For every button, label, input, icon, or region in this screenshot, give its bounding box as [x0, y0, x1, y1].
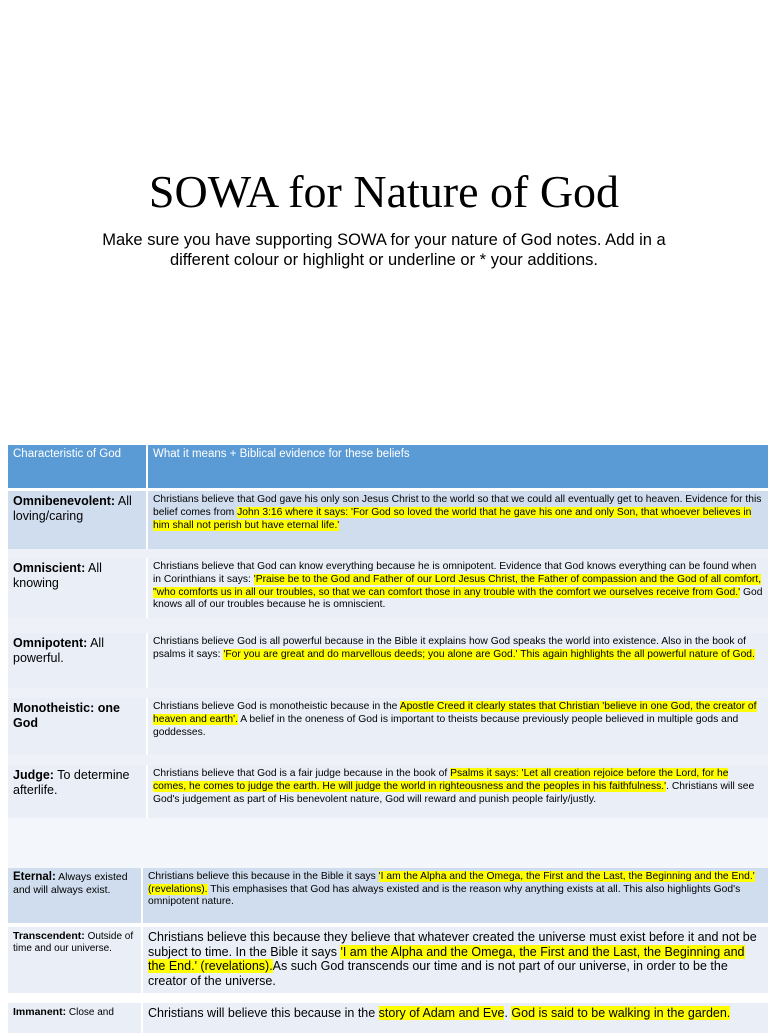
- table-header-row: [8, 445, 768, 491]
- evidence-cell: [146, 491, 768, 549]
- row-spacer: [8, 755, 768, 765]
- term-label: Omnibenevolent:: [13, 494, 116, 508]
- body-text: Christians believe this because they believe that whatever created the universe must exist before it and not be subject to time. In the Bible it says: [148, 930, 757, 959]
- row-spacer: [8, 549, 768, 558]
- term-meaning: All loving/caring: [13, 494, 132, 523]
- characteristic-cell: [8, 927, 141, 993]
- body-text: This emphasises that God has always existed and is the reason why anything exists at all. This also highlights God's omnipotent nature.: [148, 883, 741, 907]
- nature-of-god-table: [8, 445, 768, 822]
- body-text: Christians will believe this because in the: [148, 1006, 379, 1020]
- highlighted-text: 'I am the Alpha and the Omega, the First and the Last, the Beginning and the End.' (revelations).: [148, 871, 755, 895]
- page-title: SOWA for Nature of God: [148, 166, 620, 217]
- table-row: [8, 698, 768, 755]
- row-spacer: [8, 993, 768, 1003]
- body-text: Christians believe this because in the Bible it says: [148, 871, 379, 882]
- table-gap: [8, 818, 768, 868]
- term-label: Judge:: [13, 768, 54, 782]
- body-text: God knows all of our troubles because he is omniscient.: [153, 586, 763, 611]
- table-row: [8, 558, 768, 618]
- evidence-cell: [141, 927, 768, 993]
- highlighted-text: God is said to be walking in the garden.: [511, 1006, 731, 1020]
- header-meaning: What it means + Biblical evidence for these beliefs: [146, 445, 768, 488]
- evidence-cell: [146, 698, 768, 755]
- evidence-cell: [146, 765, 768, 822]
- body-text: Christians believe that God gave his only son Jesus Christ to the world so that we could all eventually get to heaven. Evidence for this belief comes from: [153, 494, 762, 518]
- highlighted-text: 'Praise be to the God and Father of our Lord Jesus Christ, the Father of compassion and the God of all comfort, "who comforts us in all our troubles, so that we can comfort those in any trouble with the comfort we ourselves receive from God.': [153, 573, 762, 598]
- characteristic-cell: [8, 1003, 141, 1033]
- row-spacer: [8, 688, 768, 698]
- term-label: Immanent:: [13, 1006, 67, 1018]
- evidence-cell: [141, 1003, 768, 1033]
- nature-of-god-table-continued: [8, 868, 768, 1033]
- body-text: A belief in the oneness of God is important to theists because previously people believed in multiple gods and goddesses.: [153, 713, 739, 738]
- evidence-cell: [146, 633, 768, 688]
- header-characteristic: Characteristic of God: [13, 448, 122, 460]
- characteristic-cell: [8, 633, 146, 688]
- body-text: .: [504, 1006, 512, 1020]
- table-row: [8, 765, 768, 822]
- characteristic-cell: [8, 868, 141, 923]
- body-text: . Christians will see God's judgement as part of His benevolent nature, God will reward and punish people fairly/justly.: [153, 780, 755, 805]
- term-meaning: Close and: [68, 1007, 114, 1018]
- body-text: Christians believe that God is a fair judge because in the book of: [153, 768, 451, 779]
- term-label: Omnipotent:: [13, 636, 88, 650]
- highlighted-text: 'I am the Alpha and the Omega, the First and the Last, the Beginning and the End.' (revelations).: [148, 944, 745, 973]
- term-label: Eternal:: [13, 871, 56, 883]
- table-row: [8, 1003, 768, 1033]
- table-row: [8, 927, 768, 993]
- page-subtitle: Make sure you have supporting SOWA for your nature of God notes. Add in a different colour or highlight or underline or * your additions.: [102, 231, 666, 269]
- body-text: As such God transcends our time and is not part of our universe, in order to be the creator of the universe.: [148, 959, 728, 988]
- highlighted-text: John 3:16 where it says: 'For God so loved the world that he gave his one and only Son, that whoever believes in him shall not perish but have eternal life.': [153, 506, 752, 531]
- term-meaning: To determine afterlife.: [13, 768, 130, 797]
- term-label: Monotheistic: one God: [13, 701, 120, 730]
- characteristic-cell: [8, 765, 146, 822]
- evidence-cell: [146, 558, 768, 618]
- term-label: Transcendent:: [13, 930, 85, 942]
- body-text: Christians believe God is all powerful because in the Bible it explains how God speaks the world into existence. Also in the book of psalms it says:: [153, 636, 746, 660]
- term-meaning: All powerful.: [13, 636, 104, 665]
- highlighted-text: Psalms it says: 'Let all creation rejoice before the Lord, for he comes, he comes to judge the earth. He will judge the world in righteousness and the peoples in his faithfulness.': [153, 768, 729, 792]
- highlighted-text: 'For you are great and do marvellous deeds; you alone are God.' This again highlights the all powerful nature of God.: [223, 648, 755, 660]
- body-text: Christians believe that God can know everything because he is omnipotent. Evidence that God knows everything can be found when in Corinthians it says:: [153, 561, 757, 585]
- body-text: Christians believe God is monotheistic because in the: [153, 701, 400, 712]
- highlighted-text: Apostle Creed it clearly states that Christian 'believe in one God, the creator of heaven and earth'.: [153, 701, 757, 725]
- term-meaning: All knowing: [13, 561, 102, 590]
- term-meaning: Always existed and will always exist.: [13, 871, 128, 896]
- term-label: Omniscient:: [13, 561, 86, 575]
- characteristic-cell: [8, 558, 146, 618]
- table-row: [8, 633, 768, 688]
- evidence-cell: [141, 868, 768, 923]
- characteristic-cell: [8, 491, 146, 549]
- characteristic-cell: [8, 698, 146, 755]
- highlighted-text: story of Adam and Eve: [378, 1006, 505, 1020]
- table-row: [8, 868, 768, 923]
- row-spacer: [8, 618, 768, 633]
- term-meaning: Outside of time and our universe.: [13, 931, 134, 954]
- table-row: [8, 491, 768, 549]
